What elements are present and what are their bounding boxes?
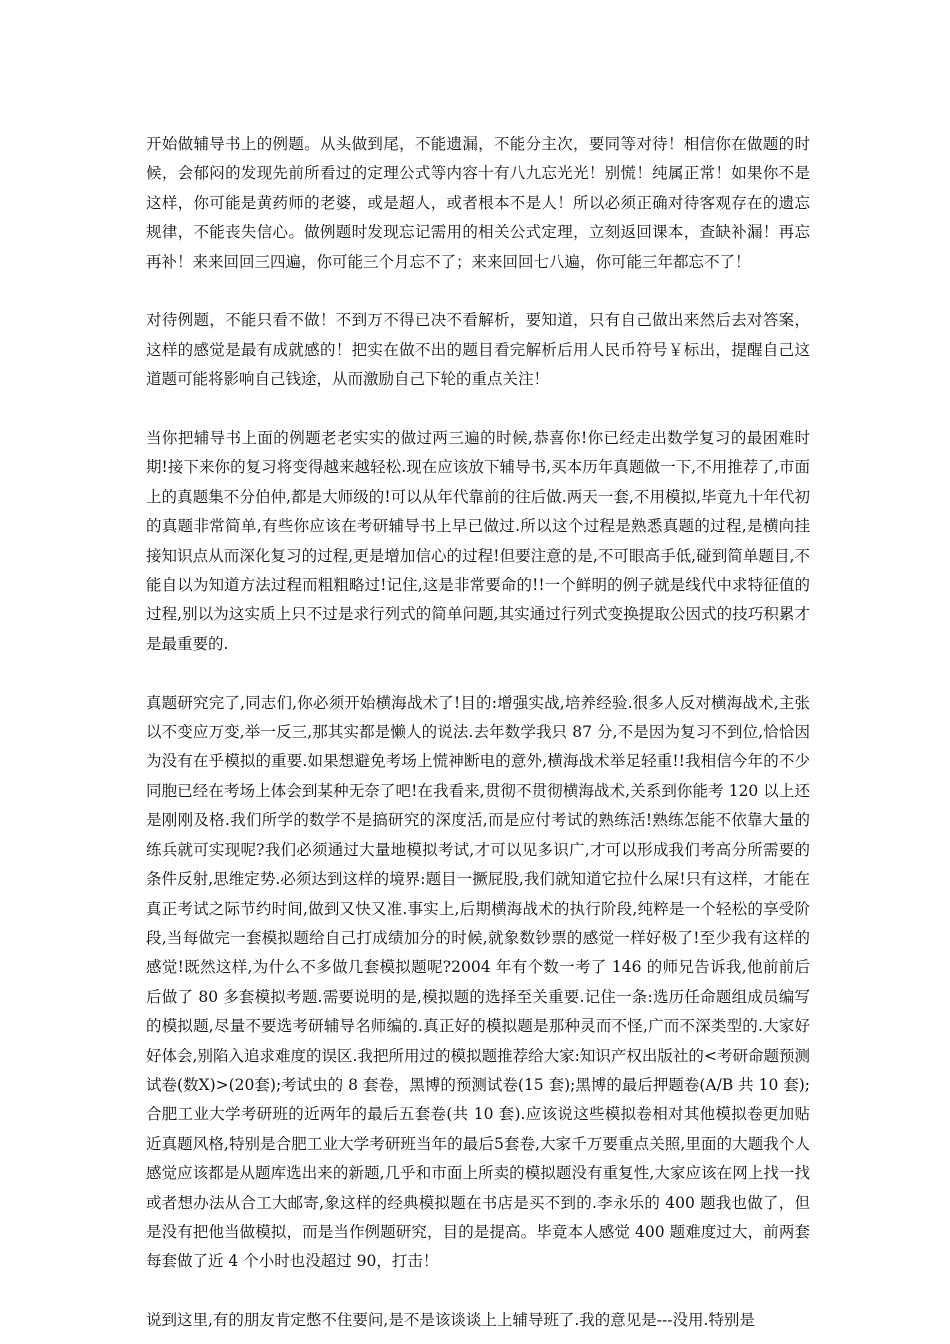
document-page <box>146 130 810 1336</box>
paragraph-past-exams: 当你把辅导书上面的例题老老实实的做过两三遍的时候,恭喜你!你已经走出数学复习的最困难时期!接下来你的复习将变得越来越轻松.现在应该放下辅导书,买本历年真题做一下,不用推荐了,市面上的真题集不分伯仲,都是大师级的!可以从年代靠前的往后做.两天一套,不用模拟,毕竟九十年代初的真题非常简单,有些你应该在考研辅导书上早已做过.所以这个过程是熟悉真题的过程,是横向挂接知识点从而深化复习的过程,更是增加信心的过程!但要注意的是,不可眼高手低,碰到简单题目,不能自以为知道方法过程而粗粗略过!记住,这是非常要命的!!一个鲜明的例子就是线代中求特征值的过程,别以为这实质上只不过是求行列式的简单问题,其实通过行列式变换提取公因式的技巧积累才是最重要的. <box>146 429 810 653</box>
paragraph-tutoring-classes: 说到这里,有的朋友肯定憋不住要问,是不是该谈谈上上辅导班了.我的意见是---没用.特别是 <box>146 1311 755 1330</box>
paragraph-mock-exams: 真题研究完了,同志们,你必须开始横海战术了!目的:增强实战,培养经验.很多人反对横海战术,主张以不变应万变,举一反三,那其实都是懒人的说法.去年数学我只 87 分,不是因为复习不到位,恰恰因为没有在乎模拟的重要.如果想避免考场上慌神断电的意外,横海战术举足轻重!!我相信今年的不少同胞已经在考场上体会到某种无奈了吧!在我看来,贯彻不贯彻横海战术,关系到你能考 120 以上还是刚刚及格.我们所学的数学不是搞研究的深度活,而是应付考试的熟练活!熟练怎能不依靠大量的练兵就可实现呢?我们必须通过大量地模拟考试,才可以见多识广,才可以形成我们考高分所需要的条件反射,思维定势.必须达到这样的境界:题目一撅屁股,我们就知道它拉什么屎!只有这样，才能在真正考试之际节约时间,做到又快又准.事实上,后期横海战术的执行阶段,纯粹是一个轻松的享受阶段,当每做完一套模拟题给自己打成绩加分的时候,就象数钞票的感觉一样好极了!至少我有这样的感觉!既然这样,为什么不多做几套模拟题呢?2004 年有个数一考了 146 的师兄告诉我,他前前后后做了 80 多套模拟考题.需要说明的是,模拟题的选择至关重要.记住一条:选历任命题组成员编写的模拟题,尽量不要选考研辅导名师编的.真正好的模拟题是那种灵而不怪,广而不深类型的.大家好好体会,别陷入追求难度的误区.我把所用过的模拟题推荐给大家:知识产权出版社的<考研命题预测试卷(数X)>(20套);考试虫的 8 套卷，黑博的预测试卷(15 套);黑博的最后押题卷(A/B 共 10 套);合肥工业大学考研班的近两年的最后五套卷(共 10 套).应该说这些模拟卷相对其他模拟卷更加贴近真题风格,特别是合肥工业大学考研班当年的最后5套卷,大家千万要重点关照,里面的大题我个人感觉应该都是从题库选出来的新题,几乎和市面上所卖的模拟题没有重复性,大家应该在网上找一找或者想办法从合工大邮寄,象这样的经典模拟题在书店是买不到的.李永乐的 400 题我也做了，但是没有把他当做模拟，而是当作例题研究，目的是提高。毕竟本人感觉 400 题难度过大，前两套每套做了近 4 个小时也没超过 90，打击！ <box>146 693 810 1271</box>
paragraph-example-problems: 开始做辅导书上的例题。从头做到尾，不能遗漏，不能分主次，要同等对待！相信你在做题的时候，会郁闷的发现先前所看过的定理公式等内容十有八九忘光光！别慌！纯属正常！如果你不是这样，你可能是黄药师的老婆，或是超人，或者根本不是人！所以必须正确对待客观存在的遗忘规律，不能丧失信心。做例题时发现忘记需用的相关公式定理，立刻返回课本，查缺补漏！再忘再补！来来回回三四遍，你可能三个月忘不了；来来回回七八遍，你可能三年都忘不了！ <box>146 135 810 271</box>
paragraph-treating-examples: 对待例题，不能只看不做！不到万不得已决不看解析，要知道，只有自己做出来然后去对答案，这样的感觉是最有成就感的！把实在做不出的题目看完解析后用人民币符号￥标出，提醒自己这道题可能将影响自己钱途，从而激励自己下轮的重点关注！ <box>146 311 810 389</box>
